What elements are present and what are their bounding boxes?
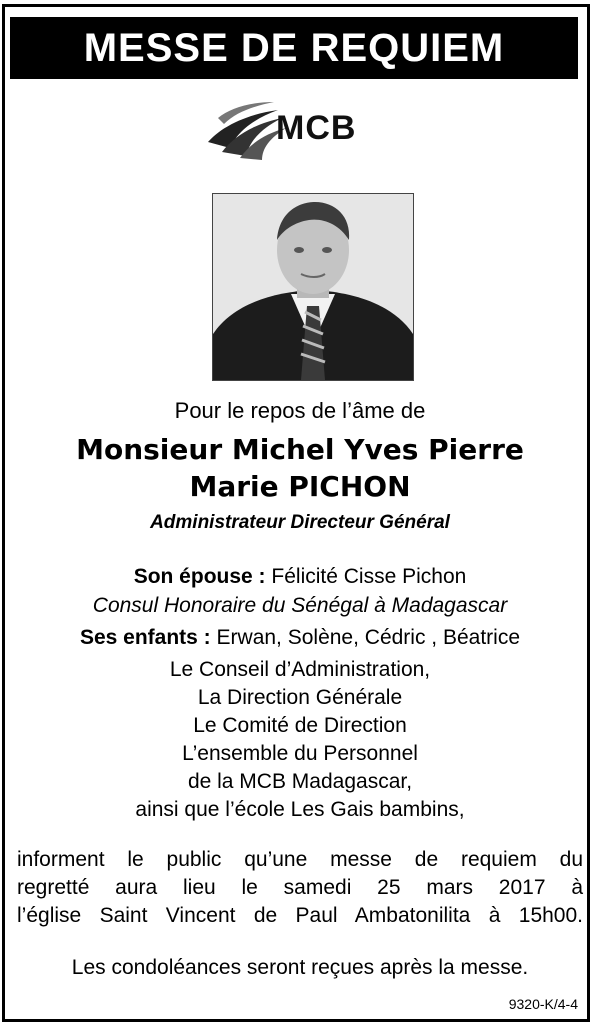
organization-item: Le Comité de Direction — [193, 714, 407, 737]
announcement-line: regretté aura lieu le samedi 25 mars 2017 à — [17, 876, 583, 899]
intro-text: Pour le repos de l’âme de — [174, 398, 426, 423]
children-label: Ses enfants : — [79, 626, 211, 649]
deceased-name-line1: Monsieur Michel Yves Pierre — [76, 433, 524, 466]
mcb-logo-text: MCB — [276, 109, 357, 147]
banner-title: MESSE DE REQUIEM — [10, 17, 578, 79]
spouse-line — [0, 565, 600, 589]
children-line — [0, 626, 600, 650]
organization-item: de la MCB Madagascar, — [187, 770, 413, 793]
organization-item: La Direction Générale — [197, 686, 403, 709]
reference-code: 9320-K/4-4 — [508, 996, 578, 1012]
spouse-label: Son épouse : — [133, 565, 266, 588]
organization-item: Le Conseil d’Administration, — [169, 658, 431, 681]
spouse-title: Consul Honoraire du Sénégal à Madagascar — [92, 594, 508, 617]
deceased-role: Administrateur Directeur Général — [150, 512, 450, 533]
spouse-name: Félicité Cisse Pichon — [271, 565, 467, 588]
announcement-line: l’église Saint Vincent de Paul Ambatonilita à 15h00. — [17, 904, 583, 927]
portrait-photo — [212, 193, 414, 381]
condolences-text: Les condoléances seront reçues après la messe. — [71, 956, 529, 979]
organization-item: ainsi que l’école Les Gais bambins, — [135, 798, 465, 821]
children-names: Erwan, Solène, Cédric , Béatrice — [216, 626, 521, 649]
organization-item: L’ensemble du Personnel — [182, 742, 418, 765]
announcement-line: informent le public qu’une messe de requiem du — [17, 848, 583, 871]
deceased-name-line2: Marie PICHON — [189, 470, 411, 503]
announcement-paragraph — [17, 846, 583, 930]
